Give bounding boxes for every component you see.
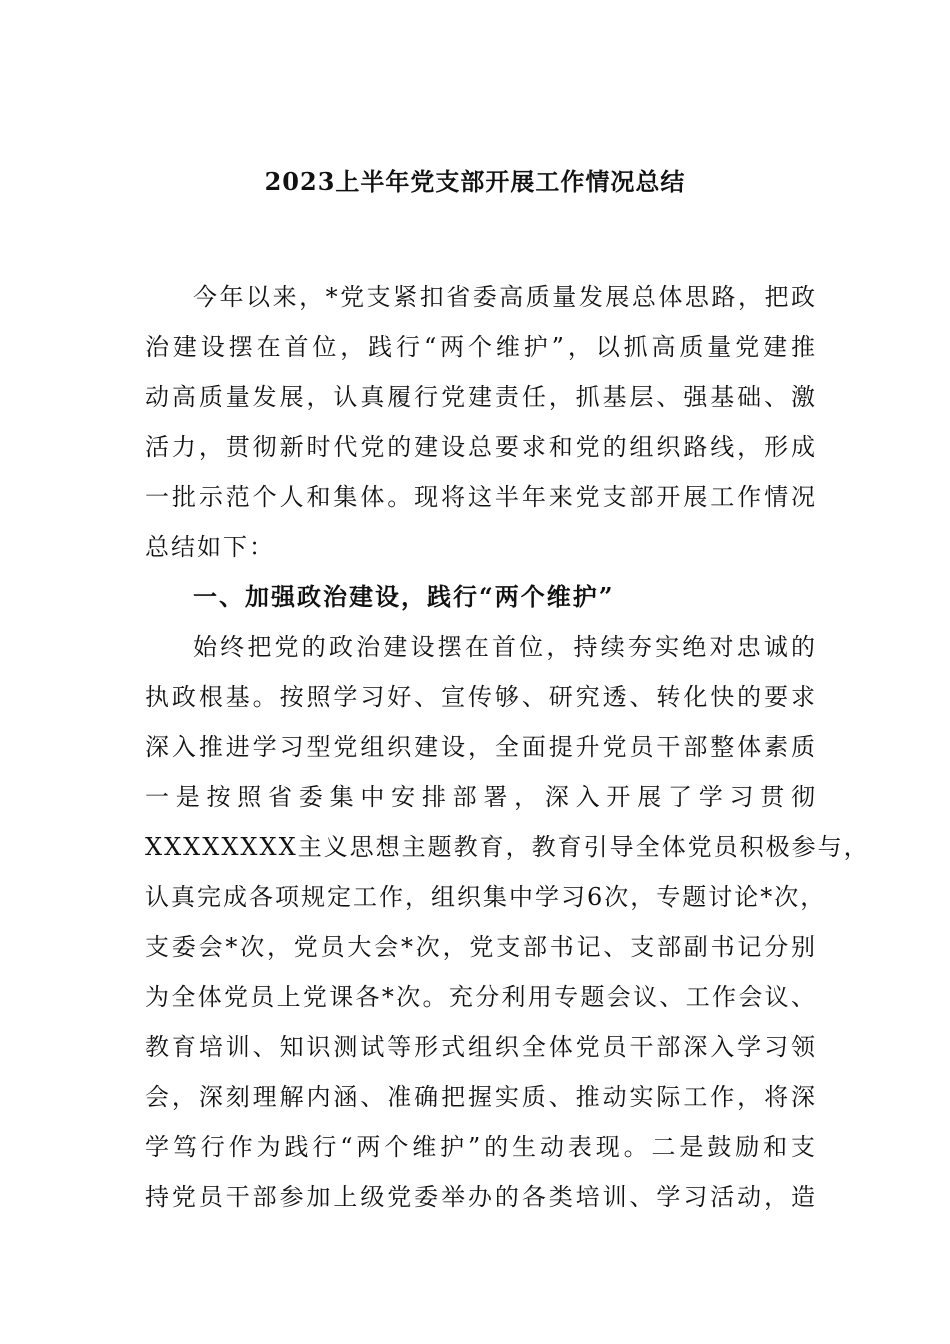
paragraph-line: 学笃行作为践行“两个维护”的生动表现。二是鼓励和支 <box>145 1133 817 1161</box>
section-heading: 一、加强政治建设，践行“两个维护” <box>193 582 615 611</box>
paragraph-line: 活力，贯彻新时代党的建设总要求和党的组织路线，形成 <box>145 433 817 461</box>
paragraph-line: 深入推进学习型党组织建设，全面提升党员干部整体素质 <box>145 733 817 761</box>
paragraph-line: XXXXXXXX主义思想主题教育，教育引导全体党员积极参与， <box>145 833 870 861</box>
document-body <box>145 272 870 1222</box>
document-title: 2023上半年党支部开展工作情况总结 <box>264 167 686 196</box>
paragraph-line: 一批示范个人和集体。现将这半年来党支部开展工作情况 <box>145 483 817 511</box>
paragraph-line: 一是按照省委集中安排部署，深入开展了学习贯彻 <box>145 783 817 811</box>
paragraph-line: 支委会*次，党员大会*次，党支部书记、支部副书记分别 <box>145 933 817 961</box>
paragraph-line: 教育培训、知识测试等形式组织全体党员干部深入学习领 <box>145 1033 817 1061</box>
paragraph-line: 治建设摆在首位，践行“两个维护”，以抓高质量党建推 <box>145 333 817 361</box>
paragraph-line: 为全体党员上党课各*次。充分利用专题会议、工作会议、 <box>145 983 817 1011</box>
paragraph-line: 执政根基。按照学习好、宣传够、研究透、转化快的要求 <box>145 683 817 711</box>
paragraph-line: 会，深刻理解内涵、准确把握实质、推动实际工作，将深 <box>145 1083 817 1111</box>
paragraph-line: 今年以来，*党支紧扣省委高质量发展总体思路，把政 <box>193 283 817 311</box>
paragraph-line: 动高质量发展，认真履行党建责任，抓基层、强基础、激 <box>145 383 817 411</box>
paragraph-line: 始终把党的政治建设摆在首位，持续夯实绝对忠诚的 <box>193 633 817 661</box>
paragraph-line: 认真完成各项规定工作，组织集中学习6次，专题讨论*次， <box>145 883 827 911</box>
paragraph-line: 持党员干部参加上级党委举办的各类培训、学习活动，造 <box>145 1183 817 1211</box>
paragraph-line: 总结如下： <box>145 533 275 561</box>
